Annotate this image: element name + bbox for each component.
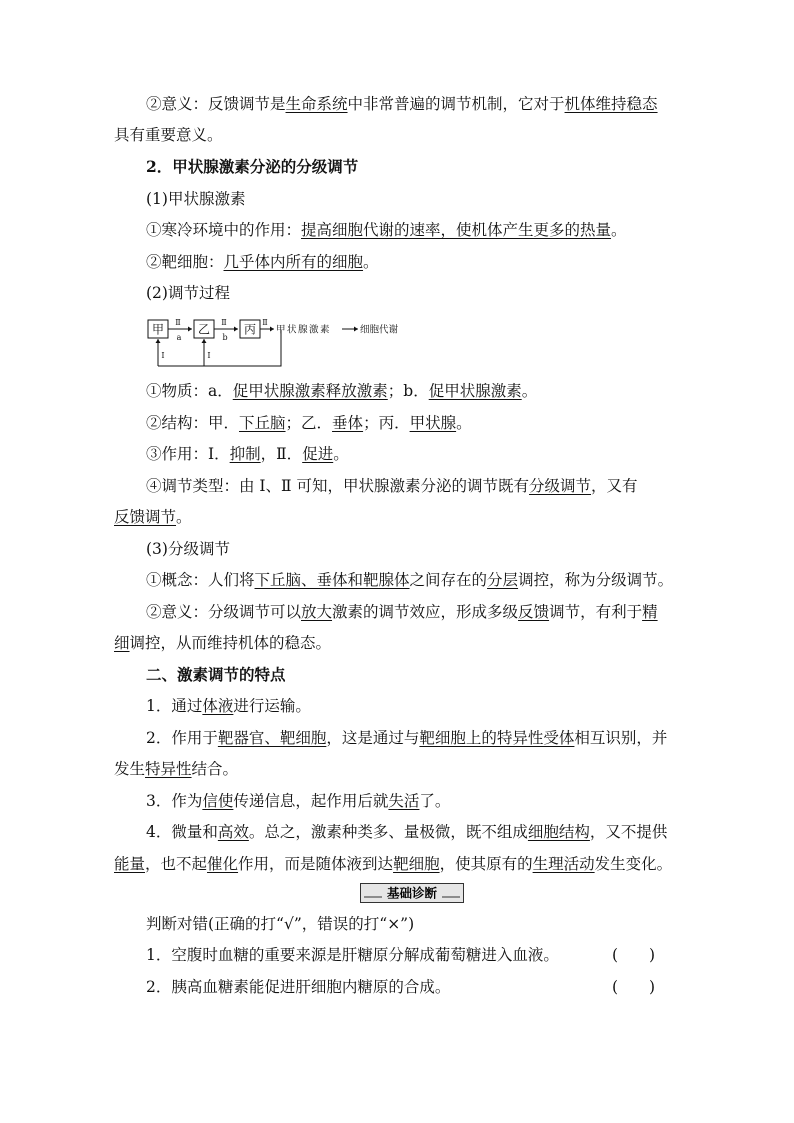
regulation-diagram	[146, 316, 446, 372]
text-line: 2．作用于靶器官、靶细胞，这是通过与靶细胞上的特异性受体相互识别，并	[146, 729, 668, 747]
underlined-answer: 促甲状腺激素	[428, 382, 522, 400]
underlined-answer: 提高细胞代谢的速率，使机体产生更多的热量	[301, 221, 612, 239]
arrowhead	[188, 327, 192, 332]
underlined-answer: 细	[114, 634, 130, 652]
arrowhead	[202, 339, 207, 343]
text-line: ①物质：a．促甲状腺激素释放激素；b．促甲状腺激素。	[146, 382, 538, 400]
text-line: ②结构：甲．下丘脑；乙．垂体；丙．甲状腺。	[146, 414, 472, 432]
underlined-answer: 靶器官、靶细胞	[217, 729, 327, 747]
meaning-line: ②意义：反馈调节是生命系统中非常普遍的调节机制，它对于机体维持稳态	[146, 95, 658, 113]
thyroid-hormone-label: 甲状腺激素	[276, 324, 332, 336]
arrowhead	[354, 327, 358, 332]
underlined-answer: 垂体	[332, 414, 364, 432]
roman-2-label: Ⅱ	[221, 318, 227, 327]
underlined-answer: 生理活动	[532, 855, 595, 873]
underlined-answer: 细胞结构	[527, 823, 590, 841]
underlined-answer: 靶细胞上的特异性受体	[419, 729, 575, 747]
roman-1-label: Ⅰ	[161, 351, 165, 360]
text-line: 发生特异性结合。	[114, 760, 239, 778]
roman-2-label: Ⅱ	[175, 318, 181, 327]
text-line: ①寒冷环境中的作用：提高细胞代谢的速率，使机体产生更多的热量。	[146, 221, 627, 239]
underlined-answer: 放大	[301, 603, 333, 621]
arrowhead	[270, 327, 274, 332]
underlined-answer: 促甲状腺激素释放激素	[232, 382, 388, 400]
text-line: 3．作为信使传递信息，起作用后就失活了。	[146, 792, 451, 810]
section-heading: 二、激素调节的特点	[146, 665, 286, 684]
underlined-answer: 分级调节	[529, 477, 592, 495]
section-badge	[360, 882, 464, 904]
sub-heading: (3)分级调节	[146, 540, 230, 558]
judge-instruction: 判断对错(正确的打“√”，错误的打“×”)	[146, 915, 415, 933]
text-line: ②靶细胞：几乎体内所有的细胞。	[146, 253, 379, 271]
underlined-answer: 精	[642, 603, 658, 621]
text-line: ①概念：人们将下丘脑、垂体和靶腺体之间存在的分层调控，称为分级调节。	[146, 571, 674, 589]
metabolism-label: 细胞代谢	[360, 324, 399, 336]
section-heading: 2．甲状腺激素分泌的分级调节	[146, 157, 359, 176]
answer-blank[interactable]: ( )	[612, 946, 656, 964]
answer-blank[interactable]: ( )	[612, 978, 656, 996]
underlined-answer: 高效	[217, 823, 249, 841]
underlined-answer: 几乎体内所有的细胞	[223, 253, 364, 271]
underlined-answer: 体液	[202, 697, 234, 715]
underlined-answer: 下丘脑、垂体和靶腺体	[254, 571, 410, 589]
text-line: ③作用：Ⅰ．抑制，Ⅱ．促进。	[146, 445, 349, 463]
text-line: 4．微量和高效。总之，激素种类多、量极微，既不组成细胞结构，又不提供	[146, 823, 668, 841]
label-a: a	[176, 333, 182, 342]
underlined-answer: 能量	[114, 855, 146, 873]
roman-2-label: Ⅱ	[262, 318, 268, 327]
sub-heading: (2)调节过程	[146, 284, 230, 302]
underlined-answer: 下丘脑	[239, 414, 286, 432]
label-b: b	[222, 333, 228, 342]
text-line: 能量，也不起催化作用，而是随体液到达靶细胞，使其原有的生理活动发生变化。	[114, 855, 673, 873]
box-yi-label: 乙	[197, 322, 211, 337]
underlined-answer: 催化	[207, 855, 239, 873]
box-bing-label: 丙	[243, 322, 257, 337]
text-line: 细调控，从而维持机体的稳态。	[114, 634, 332, 652]
judge-item-1: 1．空腹时血糖的重要来源是肝糖原分解成葡萄糖进入血液。	[146, 946, 559, 964]
underlined-answer: 反馈调节	[114, 508, 177, 526]
underlined-answer: 甲状腺	[409, 414, 457, 432]
underlined-answer: 特异性	[145, 760, 192, 778]
arrowhead	[156, 339, 161, 343]
badge-label: 基础诊断	[386, 885, 438, 901]
text-line: ④调节类型：由 Ⅰ、Ⅱ 可知，甲状腺激素分泌的调节既有分级调节，又有	[146, 477, 638, 495]
underlined-answer: 失活	[388, 792, 420, 810]
sub-heading: (1)甲状腺激素	[146, 190, 246, 208]
underlined-answer: 抑制	[229, 445, 261, 463]
text-line: 1．通过体液进行运输。	[146, 697, 311, 715]
underlined-answer: 生命系统	[285, 95, 348, 113]
underlined-answer: 信使	[202, 792, 234, 810]
judge-item-2: 2．胰高血糖素能促进肝细胞内糖原的合成。	[146, 978, 451, 996]
text-line: ②意义：分级调节可以放大激素的调节效应，形成多级反馈调节，有利于精	[146, 603, 658, 621]
text-line: 具有重要意义。	[114, 126, 223, 144]
feedback-line	[204, 330, 281, 366]
underlined-answer: 反馈	[518, 603, 550, 621]
text-line: 反馈调节。	[114, 508, 192, 526]
underlined-answer: 机体维持稳态	[564, 95, 658, 113]
underlined-answer: 分层	[487, 571, 519, 589]
underlined-answer: 促进	[302, 445, 334, 463]
box-jia-label: 甲	[151, 322, 165, 337]
underlined-answer: 靶细胞	[393, 855, 440, 873]
roman-1-label: Ⅰ	[207, 351, 211, 360]
arrowhead	[234, 327, 238, 332]
